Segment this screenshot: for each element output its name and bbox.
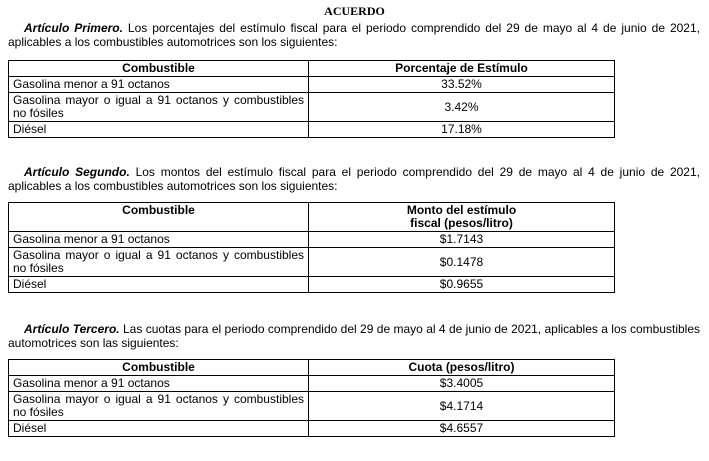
value-cell: $4.1714 (309, 392, 615, 421)
table-header-row (9, 203, 615, 232)
table-row (9, 77, 615, 93)
article-2-table (8, 202, 615, 293)
table-header-row (9, 360, 615, 376)
article-1-paragraph (8, 22, 700, 49)
value-cell: 33.52% (309, 77, 615, 93)
header-monto: Monto del estímulo fiscal (pesos/litro) (309, 203, 615, 232)
article-3-paragraph (8, 323, 700, 350)
article-2-lead: Artículo Segundo. (24, 165, 130, 179)
article-3-text: Las cuotas para el periodo comprendido del 29 de mayo al 4 de junio de 2021, aplicables a los combustibles automotrices son las siguientes: (8, 322, 701, 350)
fuel-cell: Gasolina menor a 91 octanos (9, 77, 309, 93)
table-row (9, 93, 615, 122)
table-row (9, 248, 615, 277)
value-cell: $0.1478 (309, 248, 615, 277)
fuel-cell: Diésel (9, 122, 309, 138)
fuel-cell: Diésel (9, 277, 309, 293)
header-combustible: Combustible (9, 203, 309, 232)
article-2-text: Los montos del estímulo fiscal para el periodo comprendido del 29 de mayo al 4 de junio de 2021, aplicables a los combustibles automotrices son los siguientes: (8, 165, 700, 193)
article-1-lead: Artículo Primero. (24, 21, 123, 35)
value-cell: 17.18% (309, 122, 615, 138)
fuel-cell: Diésel (9, 421, 309, 437)
header-porcentaje: Porcentaje de Estímulo (309, 61, 615, 77)
table-row (9, 232, 615, 248)
header-cuota: Cuota (pesos/litro) (309, 360, 615, 376)
article-3-table (8, 359, 615, 437)
value-cell: $3.4005 (309, 376, 615, 392)
table-header-row (9, 61, 615, 77)
table-row (9, 392, 615, 421)
fuel-cell: Gasolina mayor o igual a 91 octanos y combustibles no fósiles (9, 93, 309, 122)
table-row (9, 122, 615, 138)
fuel-cell: Gasolina mayor o igual a 91 octanos y combustibles no fósiles (9, 392, 309, 421)
table-row (9, 277, 615, 293)
header-combustible: Combustible (9, 360, 309, 376)
table-row (9, 376, 615, 392)
article-3-lead: Artículo Tercero. (24, 322, 120, 336)
header-combustible: Combustible (9, 61, 309, 77)
article-2-paragraph (8, 166, 700, 193)
value-cell: $0.9655 (309, 277, 615, 293)
fuel-cell: Gasolina menor a 91 octanos (9, 376, 309, 392)
fuel-cell: Gasolina menor a 91 octanos (9, 232, 309, 248)
value-cell: $1.7143 (309, 232, 615, 248)
table-row (9, 421, 615, 437)
article-1-text: Los porcentajes del estímulo fiscal para el periodo comprendido del 29 de mayo al 4 de junio de 2021, aplicables a los combustibles automotrices son los siguientes: (8, 21, 700, 49)
article-1-table (8, 60, 615, 138)
value-cell: $4.6557 (309, 421, 615, 437)
value-cell: 3.42% (309, 93, 615, 122)
document-title: ACUERDO (324, 4, 385, 18)
fuel-cell: Gasolina mayor o igual a 91 octanos y combustibles no fósiles (9, 248, 309, 277)
